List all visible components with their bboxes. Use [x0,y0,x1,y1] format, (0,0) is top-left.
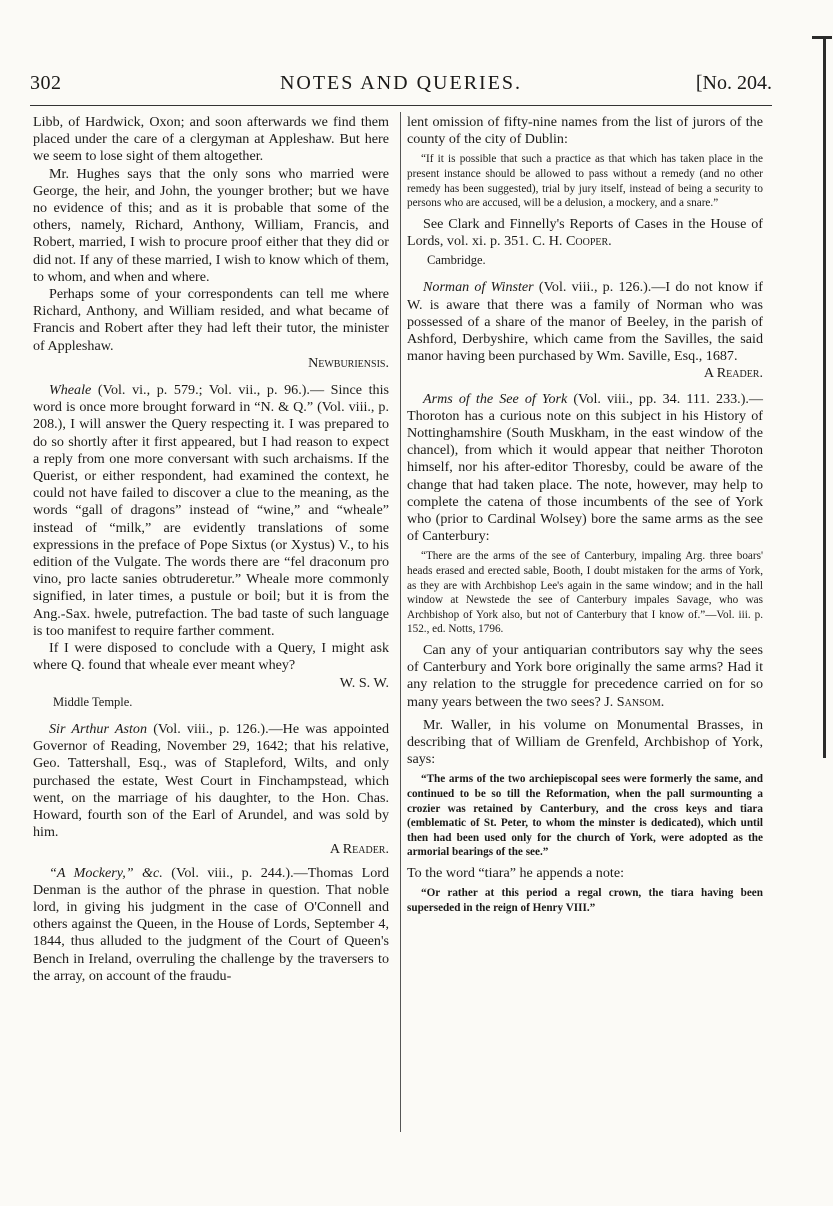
article-paragraph: To the word “tiara” he appends a note: [407,864,624,881]
header-rule [30,105,772,106]
page-number: 302 [30,72,62,94]
article-paragraph: See Clark and Finnelly's Reports of Cases in the House of Lords, vol. xi. p. 351. C. H. Cooper. [407,215,763,249]
left-column [33,114,389,985]
entry-heading: Arms of the See of York [423,390,568,407]
entry-heading: “A Mockery,” &c. [49,864,163,881]
block-quote: “Or rather at this period a regal crown, the tiara having been superseded in the reign of Henry VIII.” [407,887,763,914]
article-paragraph: Can any of your antiquarian contributors say why the sees of Canterbury and York bore originally the same arms? Had it any relation to the struggle for precedence carried on for so many years between the two sees? J. Sansom. [407,642,763,710]
signature: A Reader. [329,841,389,858]
signature: A Reader. [703,365,763,382]
page-header [30,72,772,100]
edge-mark [812,36,832,39]
entry-heading: Wheale [49,382,92,399]
entry-aston: Sir Arthur Aston (Vol. viii., p. 126.).—He was appointed Governor of Reading, November 29, 1642; that his relative, Geo. Tattershall, Esq., was of Stapleford, Wilts, and only purchased the estate, West Court in Finchampstead, which went, on the marriage of his daughter, to the Hon. Chas. Howard, fourth son of the Earl of Arundel, and was sold by him. A Reader. [33,720,389,858]
edge-line [823,38,826,758]
place-line: Cambridge. [427,253,486,268]
entry-heading: Norman of Winster [423,279,534,296]
entry-norman: Norman of Winster (Vol. viii., p. 126.).—I do not know if W. is aware that there was a family of Norman who was possessed of a share of the manor of Beeley, in the parish of Ashford, Derbyshire, which came from the Savilles, the said manor having been purchased by Wm. Saville, Esq., 1687. A Reader. [407,279,763,382]
entry-wheale: Wheale (Vol. vi., p. 579.; Vol. vii., p. 96.).— Since this word is once more brought forward in “N. & Q.” (Vol. viii., p. 208.), I will answer the Query respecting it. I was prepared to do so shortly after it first appeared, but I had reason to expect a reply from one more conversant with such archaisms. If the Querist, or either respondent, had examined the context, he could not have failed to discover a clue to the meaning, as the words “gall of dragons” instead of “wine,” and “wheale” instead of “milk,” are evidently translations of some expressions in the preface of Pope Sixtus (or Xystus) V., to his edition of the Vulgate. The words there are “fel draconum pro vino, pro lacte sanies obtruderetur.” Wheale more commonly signified, in later times, a pustule or boil; but it is from the Ang.-Sax. hwele, putrefaction. The bad taste of such language is too manifest to require farther comment. [33,382,389,639]
article-paragraph: Mr. Hughes says that the only sons who married were George, the heir, and John, the younger brother; but we have no evidence of this; and as it is probable that some of the others, namely, Richard, Anthony, William, Francis, and Robert, married, I wish to procure proof either that they did or did not. If any of these married, I wish to know which of them, to whom, and when and where. [33,165,389,285]
signature: J. Sansom. [604,693,665,710]
article-paragraph: Perhaps some of your correspondents can tell me where Richard, Anthony, and William resided, and what became of Francis and Robert after they had left their tutor, the minister of Appleshaw. Newburiensis. [33,286,389,371]
entry-heading: Sir Arthur Aston [49,720,148,737]
block-quote: “There are the arms of the see of Canterbury, impaling Arg. three boars' heads erased and erected sable, Booth, I doubt mistaken for the arms of York, as they are with Archbishop Lee's again in the same window; and in the hall window at Newstede the see of Canterbury impales Savage, who was Archbishop of York also, but not of Canterbury that I know of.”—Vol. iii. p. 152., ed. Notts, 1796. [407,550,763,636]
block-quote: “The arms of the two archiepiscopal sees were formerly the same, and continued to be so till the Reformation, when the pall surmounting a crozier was retained by Canterbury, and the cross keys and tiara (emblematic of St. Peter, to whom the minster is dedicated), which until then had been used only for the church of York, were adopted as the armorial bearings of the see.” [407,773,763,859]
place-line: Middle Temple. [53,694,133,709]
article-paragraph: If I were disposed to conclude with a Query, I might ask where Q. found that wheale ever meant whey? W. S. W. [33,640,389,691]
entry-mockery: “A Mockery,” &c. (Vol. viii., p. 244.).—Thomas Lord Denman is the author of the phrase in question. That noble lord, in giving his judgment in the case of O'Connell and others against the Queen, in the House of Lords, September 4, 1844, thus alluded to the judgment of the Court of Queen's Bench in Ireland, overruling the challenge by the traversers to the array, on account of the fraudu- [33,864,389,984]
binding-edge [808,10,833,1206]
signature: Newburiensis. [308,354,389,371]
column-divider [400,112,401,1132]
running-title: NOTES AND QUERIES. [279,72,523,94]
right-column [407,114,763,920]
article-paragraph: Mr. Waller, in his volume on Monumental Brasses, in describing that of William de Grenfeld, Archbishop of York, says: [407,716,763,768]
signature: W. S. W. [339,674,389,691]
entry-arms: Arms of the See of York (Vol. viii., pp. 34. 111. 233.).—Thoroton has a curious note on this subject in his History of Nottinghamshire (South Muskham, in the east window of the chancel), from which it would appear that neither Thoroton himself, nor his after-editor Thoresby, could be aware of the change that had taken place. The note, however, may help to complete the catena of those incumbents of the see of York who (prior to Cardinal Wolsey) bore the same arms as the see of Canterbury: [407,390,764,545]
article-paragraph: lent omission of fifty-nine names from the list of jurors of the county of the city of Dublin: [407,114,763,148]
block-quote: “If it is possible that such a practice as that which has taken place in the present instance should be allowed to pass without a remedy (and no other remedy has been suggested), trial by jury itself, instead of being a security to persons who are accused, will be a delusion, a mockery, and a snare.” [407,153,763,210]
issue-number: [No. 204. [695,72,772,94]
signature: C. H. Cooper. [532,232,612,249]
article-paragraph: Libb, of Hardwick, Oxon; and soon afterwards we find them placed under the care of a clergyman at Appleshaw. But here we seem to lose sight of them altogether. [33,114,389,165]
